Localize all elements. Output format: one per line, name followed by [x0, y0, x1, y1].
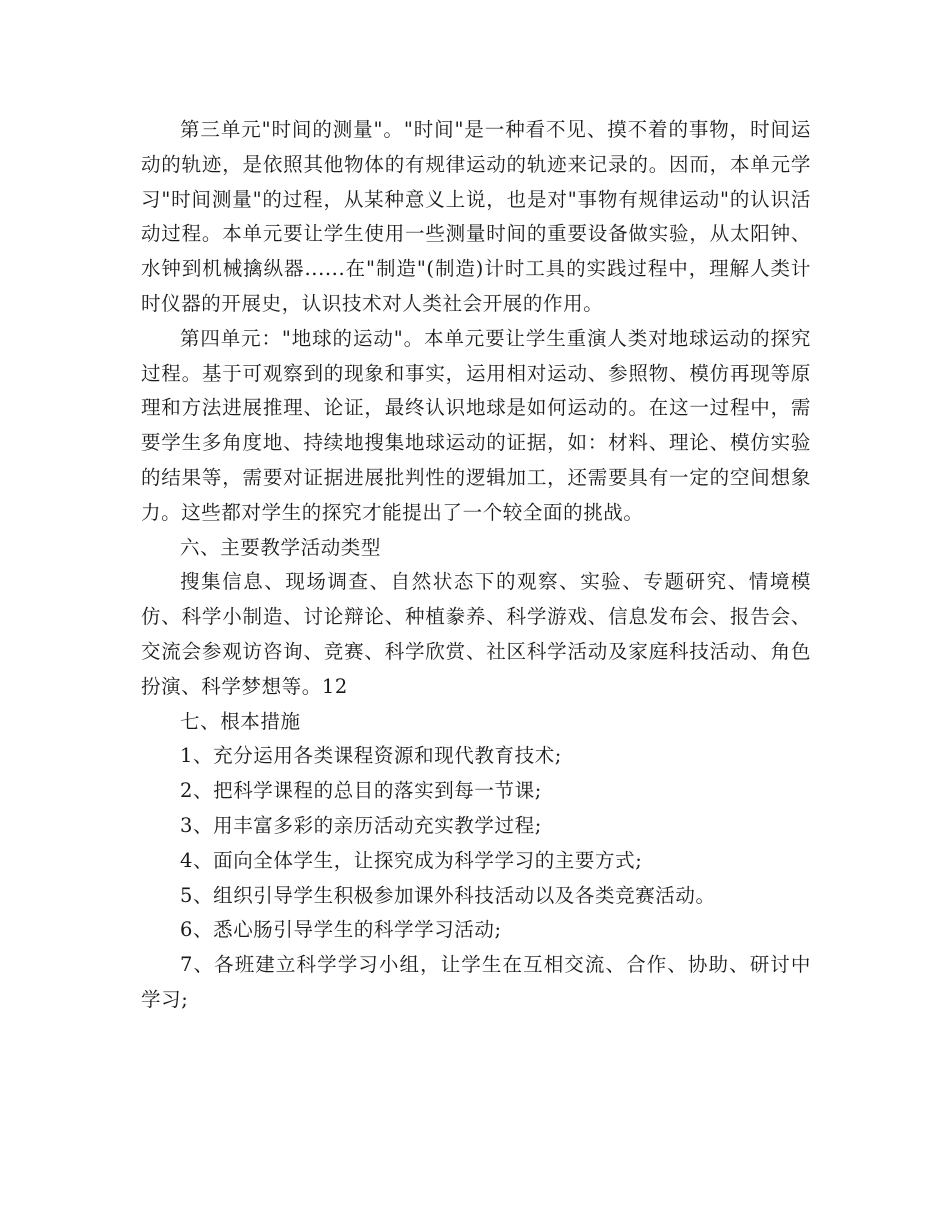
list-item-measure-2: 2、把科学课程的总目的落实到每一节课;: [180, 779, 542, 803]
list-item-measure-1: 1、充分运用各类课程资源和现代教育技术;: [180, 744, 562, 768]
list-item-measure-3: 3、用丰富多彩的亲历活动充实教学过程;: [180, 813, 542, 837]
paragraph-activity-types: 搜集信息、现场调查、自然状态下的观察、实验、专题研究、情境模仿、科学小制造、讨论辩论、种植豢养、科学游戏、信息发布会、报告会、交流会参观访咨询、竞赛、科学欣赏、社区科学活动及家庭科技活动、角色扮演、科学梦想等。12: [141, 570, 811, 698]
section-heading-activity-types: 六、主要教学活动类型: [180, 535, 382, 559]
document-body: [141, 113, 811, 1018]
list-item-measure-5: 5、组织引导学生积极参加课外科技活动以及各类竞赛活动。: [180, 883, 716, 907]
paragraph-unit-three: 第三单元"时间的测量"。"时间"是一种看不见、摸不着的事物，时间运动的轨迹，是依照其他物体的有规律运动的轨迹来记录的。因而，本单元学习"时间测量"的过程，从某种意义上说，也是对"事物有规律运动"的认识活动过程。本单元要让学生使用一些测量时间的重要设备做实验，从太阳钟、水钟到机械擒纵器......在"制造"(制造)计时工具的实践过程中，理解人类计时仪器的开展史，认识技术对人类社会开展的作用。: [141, 118, 811, 315]
list-item-measure-7: 7、各班建立科学学习小组，让学生在互相交流、合作、协助、研讨中学习;: [141, 953, 811, 1011]
list-item-measure-4: 4、面向全体学生，让探究成为科学学习的主要方式;: [180, 848, 643, 872]
section-heading-measures: 七、根本措施: [180, 709, 301, 733]
list-item-measure-6: 6、悉心肠引导学生的科学学习活动;: [180, 918, 502, 942]
paragraph-unit-four: 第四单元："地球的运动"。本单元要让学生重演人类对地球运动的探究过程。基于可观察到的现象和事实，运用相对运动、参照物、模仿再现等原理和方法进展推理、论证，最终认识地球是如何运动的。在这一过程中，需要学生多角度地、持续地搜集地球运动的证据，如：材料、理论、模仿实验的结果等，需要对证据进展批判性的逻辑加工，还需要具有一定的空间想象力。这些都对学生的探究才能提出了一个较全面的挑战。: [141, 326, 811, 524]
